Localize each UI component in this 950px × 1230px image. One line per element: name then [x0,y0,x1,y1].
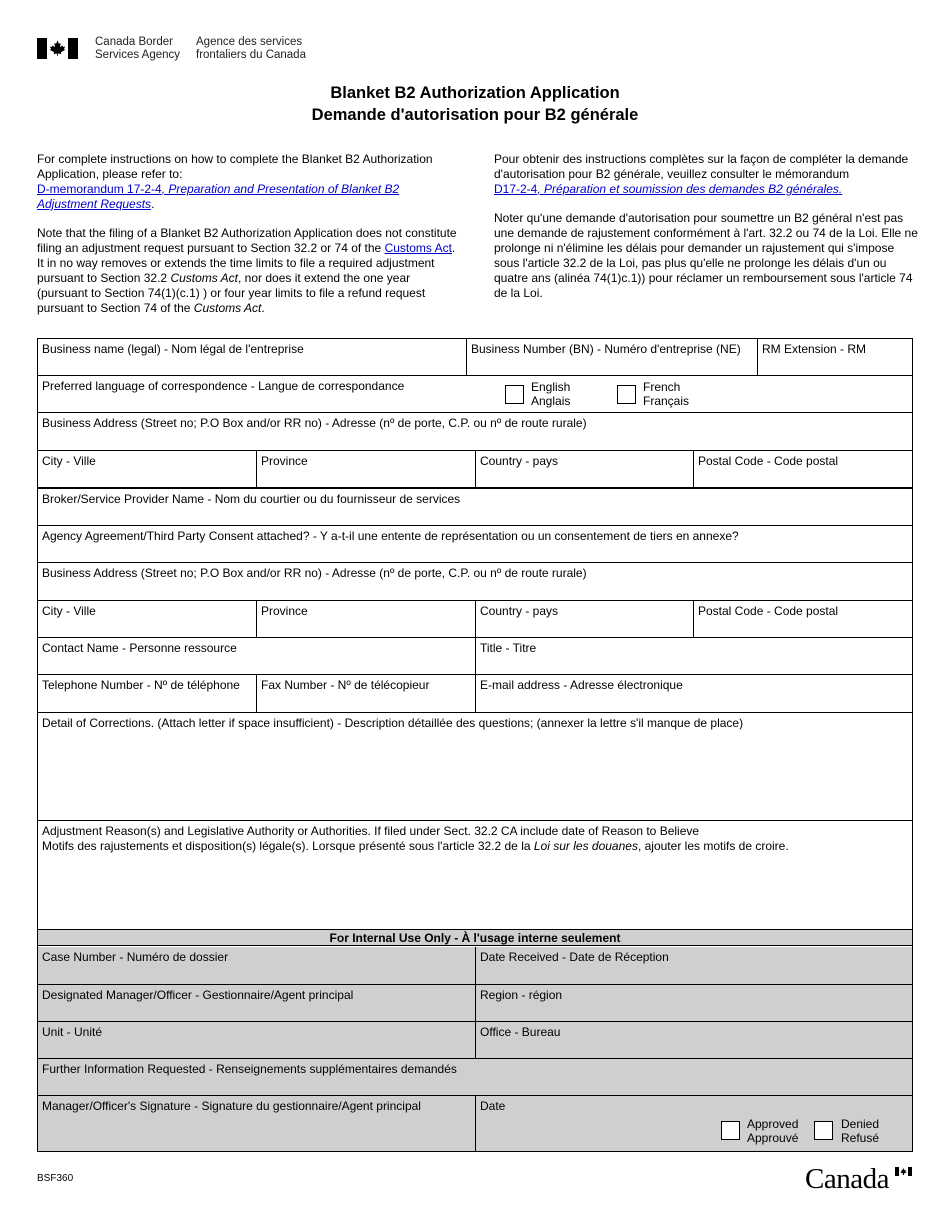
city-field[interactable]: City - Ville [38,451,257,487]
customs-act-link[interactable]: Customs Act [384,241,452,255]
business-address-field[interactable]: Business Address (Street no; P.O Box and/or RR no) - Adresse (nº de porte, C.P. ou nº de route rurale) [42,416,587,430]
broker-postal-code-field[interactable]: Postal Code - Code postal [698,604,839,618]
detail-corrections-field[interactable]: Detail of Corrections. (Attach letter if space insufficient) - Description détaillée des questions; (annexer la lettre s'il manque de place) [42,716,744,730]
french-checkbox[interactable] [617,385,636,404]
contact-name-field[interactable]: Contact Name - Personne ressource [38,638,476,674]
memorandum-fr-link[interactable]: D17-2-4, Préparation et soumission des demandes B2 générales. [494,182,843,196]
rm-extension-field[interactable]: RM Extension - RM [762,342,867,356]
french-label: French Français [643,380,690,408]
business-name-field[interactable]: Business name (legal) - Nom légal de l'entreprise [38,339,467,375]
agency-agreement-field[interactable]: Agency Agreement/Third Party Consent attached? - Y a-t-il une entente de représentation ou un consentement de tiers en annexe? [42,529,739,543]
business-number-field[interactable]: Business Number (BN) - Numéro d'entreprise (NE) [467,339,758,375]
broker-province-field[interactable]: Province [257,601,476,637]
approved-checkbox[interactable] [721,1121,740,1140]
agency-header [37,36,322,62]
postal-code-field[interactable]: Postal Code - Code postal [698,454,839,468]
approved-label: Approved Approuvé [747,1117,799,1145]
further-information-field[interactable]: Further Information Requested - Renseignements supplémentaires demandés [42,1062,457,1076]
internal-use-header: For Internal Use Only - À l'usage interne seulement [38,929,912,946]
case-number-field[interactable]: Case Number - Numéro de dossier [38,947,476,984]
page-title [0,82,950,126]
d-memorandum-link[interactable]: D-memorandum 17-2-4, Preparation and Presentation of Blanket B2 Adjustment Requests [37,182,400,211]
form-code: BSF360 [37,1173,74,1184]
application-form [37,338,913,1152]
country-field[interactable]: Country - pays [476,451,694,487]
intro-french: Pour obtenir des instructions complètes sur la façon de compléter la demande d'autorisation pour B2 générale, veuillez consulter le mémorandum D17-2-4, Préparation et soumission des demandes B2 générales. Noter qu'une demande d'autorisation pour soumettre un B2 général n'est pas une demande de rajustement conformément à l'art. 32.2 ou 74 de la Loi. Elle ne prolonge ni n'élimine les délais pour demander un rajustement qui s'impose sous l'article 32.2 de la Loi, pas plus qu'elle ne prolonge les délais d'un ou quatre ans (alinéa 74(1)c.1)) pour réclamer un remboursement sous l'article 74 de la Loi. [494,152,918,300]
agency-name-fr: Agence des services frontaliers du Canada [196,36,306,61]
canada-flag-icon [37,38,78,59]
broker-name-field[interactable]: Broker/Service Provider Name - Nom du courtier ou du fournisseur de services [42,492,461,506]
date-received-field[interactable]: Date Received - Date de Réception [480,950,669,964]
title-field[interactable]: Title - Titre [480,641,537,655]
english-label: English Anglais [531,380,571,408]
title-fr: Demande d'autorisation pour B2 générale [311,106,639,124]
designated-manager-field[interactable]: Designated Manager/Officer - Gestionnaire/Agent principal [38,985,476,1021]
email-field[interactable]: E-mail address - Adresse électronique [480,678,683,692]
region-field[interactable]: Region - région [480,988,563,1002]
date-field[interactable]: Date Approved Approuvé Denied Refusé [480,1099,880,1145]
wordmark-flag-icon [895,1167,912,1176]
title-en: Blanket B2 Authorization Application [330,84,620,102]
denied-checkbox[interactable] [814,1121,833,1140]
office-field[interactable]: Office - Bureau [480,1025,561,1039]
intro-english: For complete instructions on how to complete the Blanket B2 Authorization Application, please refer to: D-memorandum 17-2-4, Preparation and Presentation of Blanket B2 Adjustment Requests. Note that the filing of a Blanket B2 Authorization Application does not constitute filing an adjustment request pursuant to Section 32.2 or 74 of the Customs Act. It in no way removes or extends the time limits to file a required adjustment pursuant to Section 32.2 Customs Act, nor does it extend the one year (pursuant to Section 74(1)(c.1) ) or four year limits to file a refund request pursuant to Section 74 of the Customs Act. [37,152,457,315]
unit-field[interactable]: Unit - Unité [38,1022,476,1058]
canada-wordmark: Canada [805,1163,889,1195]
agency-name-en: Canada Border Services Agency [95,36,181,61]
broker-country-field[interactable]: Country - pays [476,601,694,637]
province-field[interactable]: Province [257,451,476,487]
telephone-field[interactable]: Telephone Number - Nº de téléphone [38,675,257,712]
fax-field[interactable]: Fax Number - Nº de télécopieur [257,675,476,712]
signature-field[interactable]: Manager/Officer's Signature - Signature du gestionnaire/Agent principal [38,1096,476,1151]
broker-city-field[interactable]: City - Ville [38,601,257,637]
preferred-language-field: Preferred language of correspondence - Langue de correspondance English Anglais French Français [42,379,690,408]
broker-address-field[interactable]: Business Address (Street no; P.O Box and/or RR no) - Adresse (nº de porte, C.P. ou nº de route rurale) [42,566,587,580]
english-checkbox[interactable] [505,385,524,404]
denied-label: Denied Refusé [841,1117,880,1145]
adjustment-reasons-field[interactable]: Adjustment Reason(s) and Legislative Authority or Authorities. If filed under Sect. 32.2 CA include date of Reason to Believe Motifs des rajustements et disposition(s) légale(s). Lorsque présenté sous l'article 32.2 de la Loi sur les douanes, ajouter les motifs de croire. [42,824,789,853]
